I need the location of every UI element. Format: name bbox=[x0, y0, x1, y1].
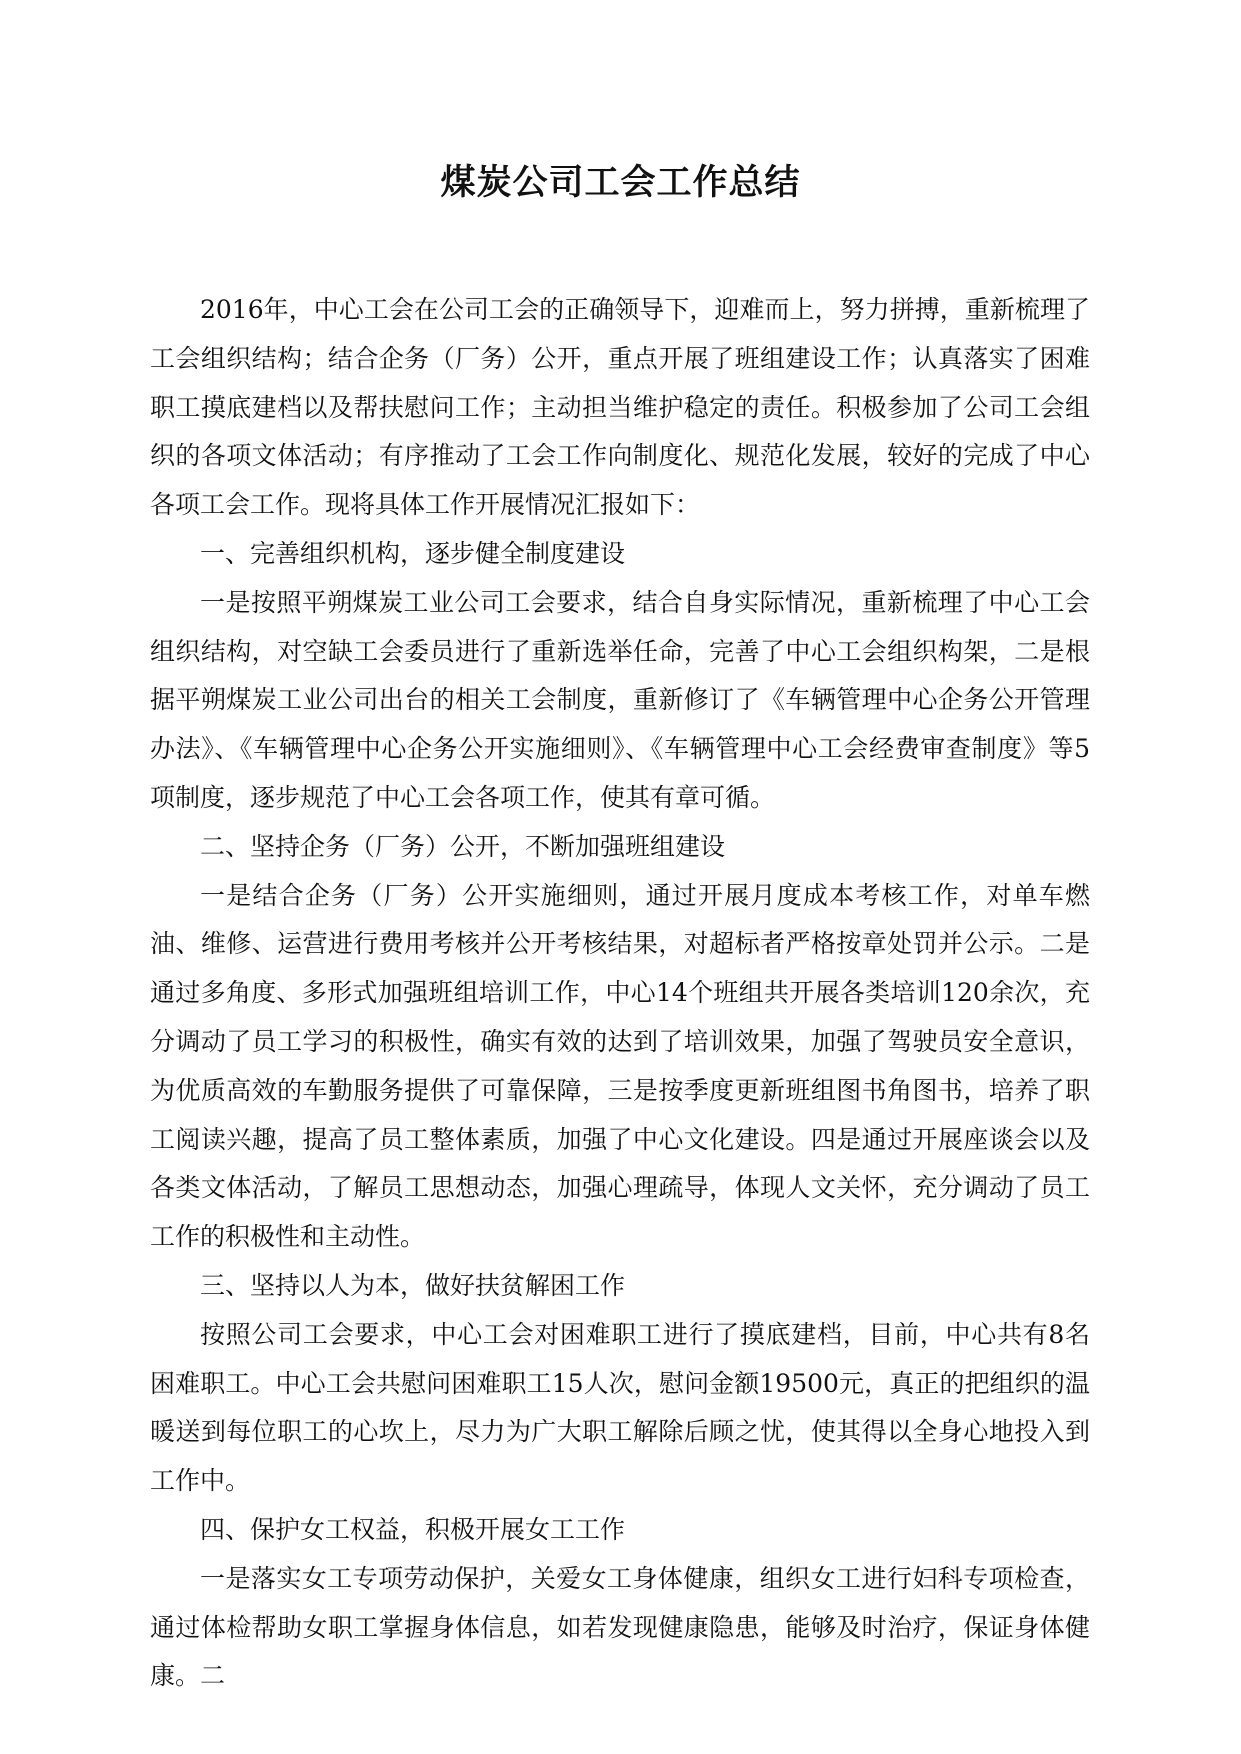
section-3-paragraph: 按照公司工会要求，中心工会对困难职工进行了摸底建档，目前，中心共有8名困难职工。中心工会共慰问困难职工15人次，慰问金额19500元，真正的把组织的温暖送到每位职工的心坎上，尽力为广大职工解除后顾之忧，使其得以全身心地投入到工作中。 bbox=[150, 1319, 1090, 1496]
section-1-paragraph: 一是按照平朔煤炭工业公司工会要求，结合自身实际情况，重新梳理了中心工会组织结构，对空缺工会委员进行了重新选举任命，完善了中心工会组织构架，二是根据平朔煤炭工业公司出台的相关工会制度，重新修订了《车辆管理中心企务公开管理办法》、《车辆管理中心企务公开实施细则》、《车辆管理中心工会经费审查制度》等5项制度，逐步规范了中心工会各项工作，使其有章可循。 bbox=[150, 587, 1090, 812]
section-heading-3: 三、坚持以人为本，做好扶贫解困工作 bbox=[200, 1270, 626, 1300]
document-title: 煤炭公司工会工作总结 bbox=[440, 163, 801, 203]
section-heading-2: 二、坚持企务（厂务）公开，不断加强班组建设 bbox=[200, 831, 726, 861]
document-body bbox=[150, 286, 1090, 1701]
section-4-paragraph: 一是落实女工专项劳动保护，关爱女工身体健康，组织女工进行妇科专项检查，通过体检帮助女职工掌握身体信息，如若发现健康隐患，能够及时治疗，保证身体健康。二 bbox=[150, 1563, 1090, 1691]
intro-paragraph: 2016年，中心工会在公司工会的正确领导下，迎难而上，努力拼搏，重新梳理了工会组织结构；结合企务（厂务）公开，重点开展了班组建设工作；认真落实了困难职工摸底建档以及帮扶慰问工作；主动担当维护稳定的责任。积极参加了公司工会组织的各项文体活动；有序推动了工会工作向制度化、规范化发展，较好的完成了中心各项工会工作。现将具体工作开展情况汇报如下： bbox=[150, 295, 1090, 520]
section-heading-4: 四、保护女工权益，积极开展女工工作 bbox=[200, 1514, 626, 1544]
section-2-paragraph: 一是结合企务（厂务）公开实施细则，通过开展月度成本考核工作，对单车燃油、维修、运营进行费用考核并公开考核结果，对超标者严格按章处罚并公示。二是通过多角度、多形式加强班组培训工作，中心14个班组共开展各类培训120余次，充分调动了员工学习的积极性，确实有效的达到了培训效果，加强了驾驶员安全意识，为优质高效的车勤服务提供了可靠保障，三是按季度更新班组图书角图书，培养了职工阅读兴趣，提高了员工整体素质，加强了中心文化建设。四是通过开展座谈会以及各类文体活动，了解员工思想动态，加强心理疏导，体现人文关怀，充分调动了员工工作的积极性和主动性。 bbox=[150, 880, 1090, 1252]
section-heading-1: 一、完善组织机构，逐步健全制度建设 bbox=[200, 538, 626, 568]
